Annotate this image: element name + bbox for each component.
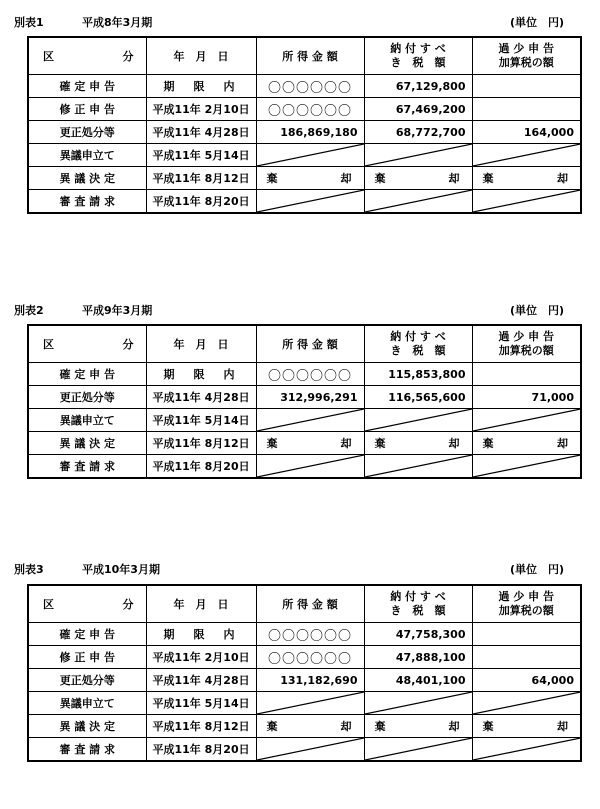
table2 (27, 324, 582, 479)
row-income-empty (256, 144, 364, 167)
diagonal-slash (473, 190, 581, 212)
row-income-value: 〇〇〇〇〇〇 (267, 628, 352, 644)
row-penalty-empty (472, 190, 581, 214)
row-date: 平成11年 5月14日 (146, 144, 256, 167)
row-penalty-empty (472, 144, 581, 167)
header-tax-line1: 納 付 す べ (390, 42, 446, 55)
row-penalty (472, 75, 581, 98)
dismissed-b: 却 (448, 437, 460, 450)
header-penalty-line2: 加算税の額 (498, 604, 554, 617)
table3-unit: (単位 円) (510, 563, 565, 576)
row-penalty: 64,000 (472, 669, 581, 692)
header-tax (364, 585, 472, 623)
row-tax: 67,129,800 (364, 75, 472, 98)
table-row (28, 386, 581, 409)
table-row (28, 98, 581, 121)
table1-period: 平成8年3月期 (82, 16, 153, 29)
row-income (256, 432, 364, 455)
row-kind: 異議申立て (28, 144, 146, 167)
header-penalty (472, 37, 581, 75)
row-kind: 異 議 決 定 (28, 167, 146, 190)
header-kubun-a: 区 (43, 598, 54, 611)
row-income-empty (256, 455, 364, 479)
diagonal-slash (257, 692, 364, 714)
row-kind: 修 正 申 告 (28, 646, 146, 669)
row-date: 期 限 内 (146, 363, 256, 386)
header-penalty-line1: 過 少 申 告 (498, 330, 554, 343)
table3-period: 平成10年3月期 (82, 563, 160, 576)
header-tax (364, 325, 472, 363)
row-income: 186,869,180 (256, 121, 364, 144)
table-row (28, 692, 581, 715)
table-row (28, 669, 581, 692)
dismissed-a: 棄 (374, 720, 386, 733)
header-kubun (28, 325, 146, 363)
dismissed-a: 棄 (482, 437, 494, 450)
row-kind: 異議申立て (28, 409, 146, 432)
table-row (28, 455, 581, 479)
row-income: 131,182,690 (256, 669, 364, 692)
row-income-value: 〇〇〇〇〇〇 (267, 368, 352, 384)
dismissed-b: 却 (557, 437, 568, 450)
row-date: 平成11年 8月20日 (146, 455, 256, 479)
header-date: 年 月 日 (146, 585, 256, 623)
row-tax-empty (364, 190, 472, 214)
row-penalty: 164,000 (472, 121, 581, 144)
table-row (28, 646, 581, 669)
table1-header-row (28, 37, 581, 75)
header-penalty-line2: 加算税の額 (498, 344, 554, 357)
dismissed-a: 棄 (266, 172, 278, 185)
row-kind: 確 定 申 告 (28, 363, 146, 386)
row-date: 平成11年 4月28日 (146, 121, 256, 144)
table2-unit: (単位 円) (510, 304, 565, 317)
header-tax-line2: き 税 額 (390, 604, 446, 617)
row-penalty: 71,000 (472, 386, 581, 409)
row-kind: 審 査 請 求 (28, 190, 146, 214)
row-tax-empty (364, 409, 472, 432)
row-date: 平成11年 5月14日 (146, 692, 256, 715)
dismissed-a: 棄 (482, 720, 494, 733)
table3 (27, 584, 582, 762)
header-penalty (472, 325, 581, 363)
dismissed-a: 棄 (266, 437, 278, 450)
table-row (28, 75, 581, 98)
table1 (27, 36, 582, 214)
header-penalty-line2: 加算税の額 (498, 56, 554, 69)
header-kubun (28, 37, 146, 75)
row-income-value: 〇〇〇〇〇〇 (267, 651, 352, 667)
header-kubun-b: 分 (122, 338, 134, 351)
row-tax (364, 167, 472, 190)
diagonal-slash (365, 455, 472, 477)
table-row (28, 363, 581, 386)
row-date: 平成11年 8月12日 (146, 432, 256, 455)
row-date: 平成11年 4月28日 (146, 386, 256, 409)
table-row (28, 623, 581, 646)
row-kind: 確 定 申 告 (28, 75, 146, 98)
row-tax-empty (364, 692, 472, 715)
row-kind: 異議申立て (28, 692, 146, 715)
row-kind: 更正処分等 (28, 669, 146, 692)
header-kubun-b: 分 (122, 50, 134, 63)
row-tax: 68,772,700 (364, 121, 472, 144)
row-income-empty (256, 692, 364, 715)
dismissed-b: 却 (340, 172, 352, 185)
row-date: 平成11年 5月14日 (146, 409, 256, 432)
row-tax: 116,565,600 (364, 386, 472, 409)
row-kind: 更正処分等 (28, 121, 146, 144)
dismissed-b: 却 (448, 720, 460, 733)
row-tax (364, 715, 472, 738)
table1-unit: (単位 円) (510, 16, 565, 29)
table-row (28, 190, 581, 214)
header-penalty-line1: 過 少 申 告 (498, 42, 554, 55)
diagonal-slash (473, 738, 581, 760)
table2-period: 平成9年3月期 (82, 304, 153, 317)
header-tax-line2: き 税 額 (390, 56, 446, 69)
row-kind: 修 正 申 告 (28, 98, 146, 121)
row-penalty-empty (472, 409, 581, 432)
table-row (28, 144, 581, 167)
header-penalty (472, 585, 581, 623)
table1-label: 別表1 (14, 16, 44, 29)
row-date: 平成11年 8月12日 (146, 715, 256, 738)
diagonal-slash (473, 409, 581, 431)
diagonal-slash (365, 190, 472, 212)
header-tax-line2: き 税 額 (390, 344, 446, 357)
diagonal-slash (473, 455, 581, 477)
row-kind: 更正処分等 (28, 386, 146, 409)
header-tax-line1: 納 付 す べ (390, 330, 446, 343)
row-kind: 異 議 決 定 (28, 432, 146, 455)
row-penalty (472, 167, 581, 190)
table-row (28, 738, 581, 762)
diagonal-slash (473, 692, 581, 714)
header-date: 年 月 日 (146, 37, 256, 75)
row-penalty-empty (472, 738, 581, 762)
dismissed-b: 却 (448, 172, 460, 185)
row-penalty (472, 98, 581, 121)
table-row (28, 409, 581, 432)
row-penalty (472, 623, 581, 646)
row-income-value: 〇〇〇〇〇〇 (267, 80, 352, 96)
row-income-empty (256, 190, 364, 214)
diagonal-slash (257, 455, 364, 477)
dismissed-a: 棄 (374, 437, 386, 450)
dismissed-a: 棄 (374, 172, 386, 185)
row-tax (364, 432, 472, 455)
row-date: 平成11年 8月20日 (146, 738, 256, 762)
diagonal-slash (365, 409, 472, 431)
table2-header-row (28, 325, 581, 363)
table3-header-row (28, 585, 581, 623)
header-kubun (28, 585, 146, 623)
row-income-value: 〇〇〇〇〇〇 (267, 103, 352, 119)
dismissed-b: 却 (557, 720, 568, 733)
diagonal-slash (473, 144, 581, 166)
table-row (28, 715, 581, 738)
row-penalty (472, 363, 581, 386)
row-tax-empty (364, 144, 472, 167)
row-income (256, 715, 364, 738)
row-kind: 確 定 申 告 (28, 623, 146, 646)
row-kind: 異 議 決 定 (28, 715, 146, 738)
header-kubun-b: 分 (122, 598, 134, 611)
row-tax: 47,888,100 (364, 646, 472, 669)
row-penalty (472, 715, 581, 738)
table2-label: 別表2 (14, 304, 44, 317)
row-penalty (472, 432, 581, 455)
row-income-empty (256, 738, 364, 762)
row-tax: 47,758,300 (364, 623, 472, 646)
row-income: 312,996,291 (256, 386, 364, 409)
header-date: 年 月 日 (146, 325, 256, 363)
diagonal-slash (365, 738, 472, 760)
table3-label: 別表3 (14, 563, 44, 576)
row-date: 平成11年 8月20日 (146, 190, 256, 214)
row-penalty-empty (472, 692, 581, 715)
diagonal-slash (257, 144, 364, 166)
diagonal-slash (365, 692, 472, 714)
header-penalty-line1: 過 少 申 告 (498, 590, 554, 603)
header-income: 所 得 金 額 (256, 37, 364, 75)
row-date: 期 限 内 (146, 623, 256, 646)
row-kind: 審 査 請 求 (28, 455, 146, 479)
header-income: 所 得 金 額 (256, 585, 364, 623)
row-income-empty (256, 409, 364, 432)
header-kubun-a: 区 (43, 50, 54, 63)
row-tax: 67,469,200 (364, 98, 472, 121)
row-tax-empty (364, 455, 472, 479)
row-date: 平成11年 2月10日 (146, 646, 256, 669)
row-income (256, 167, 364, 190)
dismissed-b: 却 (557, 172, 568, 185)
row-income (256, 646, 364, 669)
header-tax (364, 37, 472, 75)
header-tax-line1: 納 付 す べ (390, 590, 446, 603)
row-date: 平成11年 4月28日 (146, 669, 256, 692)
dismissed-b: 却 (340, 437, 352, 450)
row-income (256, 75, 364, 98)
table-row (28, 432, 581, 455)
row-penalty (472, 646, 581, 669)
header-income: 所 得 金 額 (256, 325, 364, 363)
row-income (256, 623, 364, 646)
row-date: 平成11年 2月10日 (146, 98, 256, 121)
row-tax: 115,853,800 (364, 363, 472, 386)
table-row (28, 167, 581, 190)
row-date: 平成11年 8月12日 (146, 167, 256, 190)
diagonal-slash (257, 738, 364, 760)
dismissed-a: 棄 (482, 172, 494, 185)
row-tax-empty (364, 738, 472, 762)
row-date: 期 限 内 (146, 75, 256, 98)
dismissed-b: 却 (340, 720, 352, 733)
diagonal-slash (257, 190, 364, 212)
row-penalty-empty (472, 455, 581, 479)
row-income (256, 98, 364, 121)
table-row (28, 121, 581, 144)
row-tax: 48,401,100 (364, 669, 472, 692)
row-kind: 審 査 請 求 (28, 738, 146, 762)
diagonal-slash (257, 409, 364, 431)
dismissed-a: 棄 (266, 720, 278, 733)
row-income (256, 363, 364, 386)
diagonal-slash (365, 144, 472, 166)
header-kubun-a: 区 (43, 338, 54, 351)
